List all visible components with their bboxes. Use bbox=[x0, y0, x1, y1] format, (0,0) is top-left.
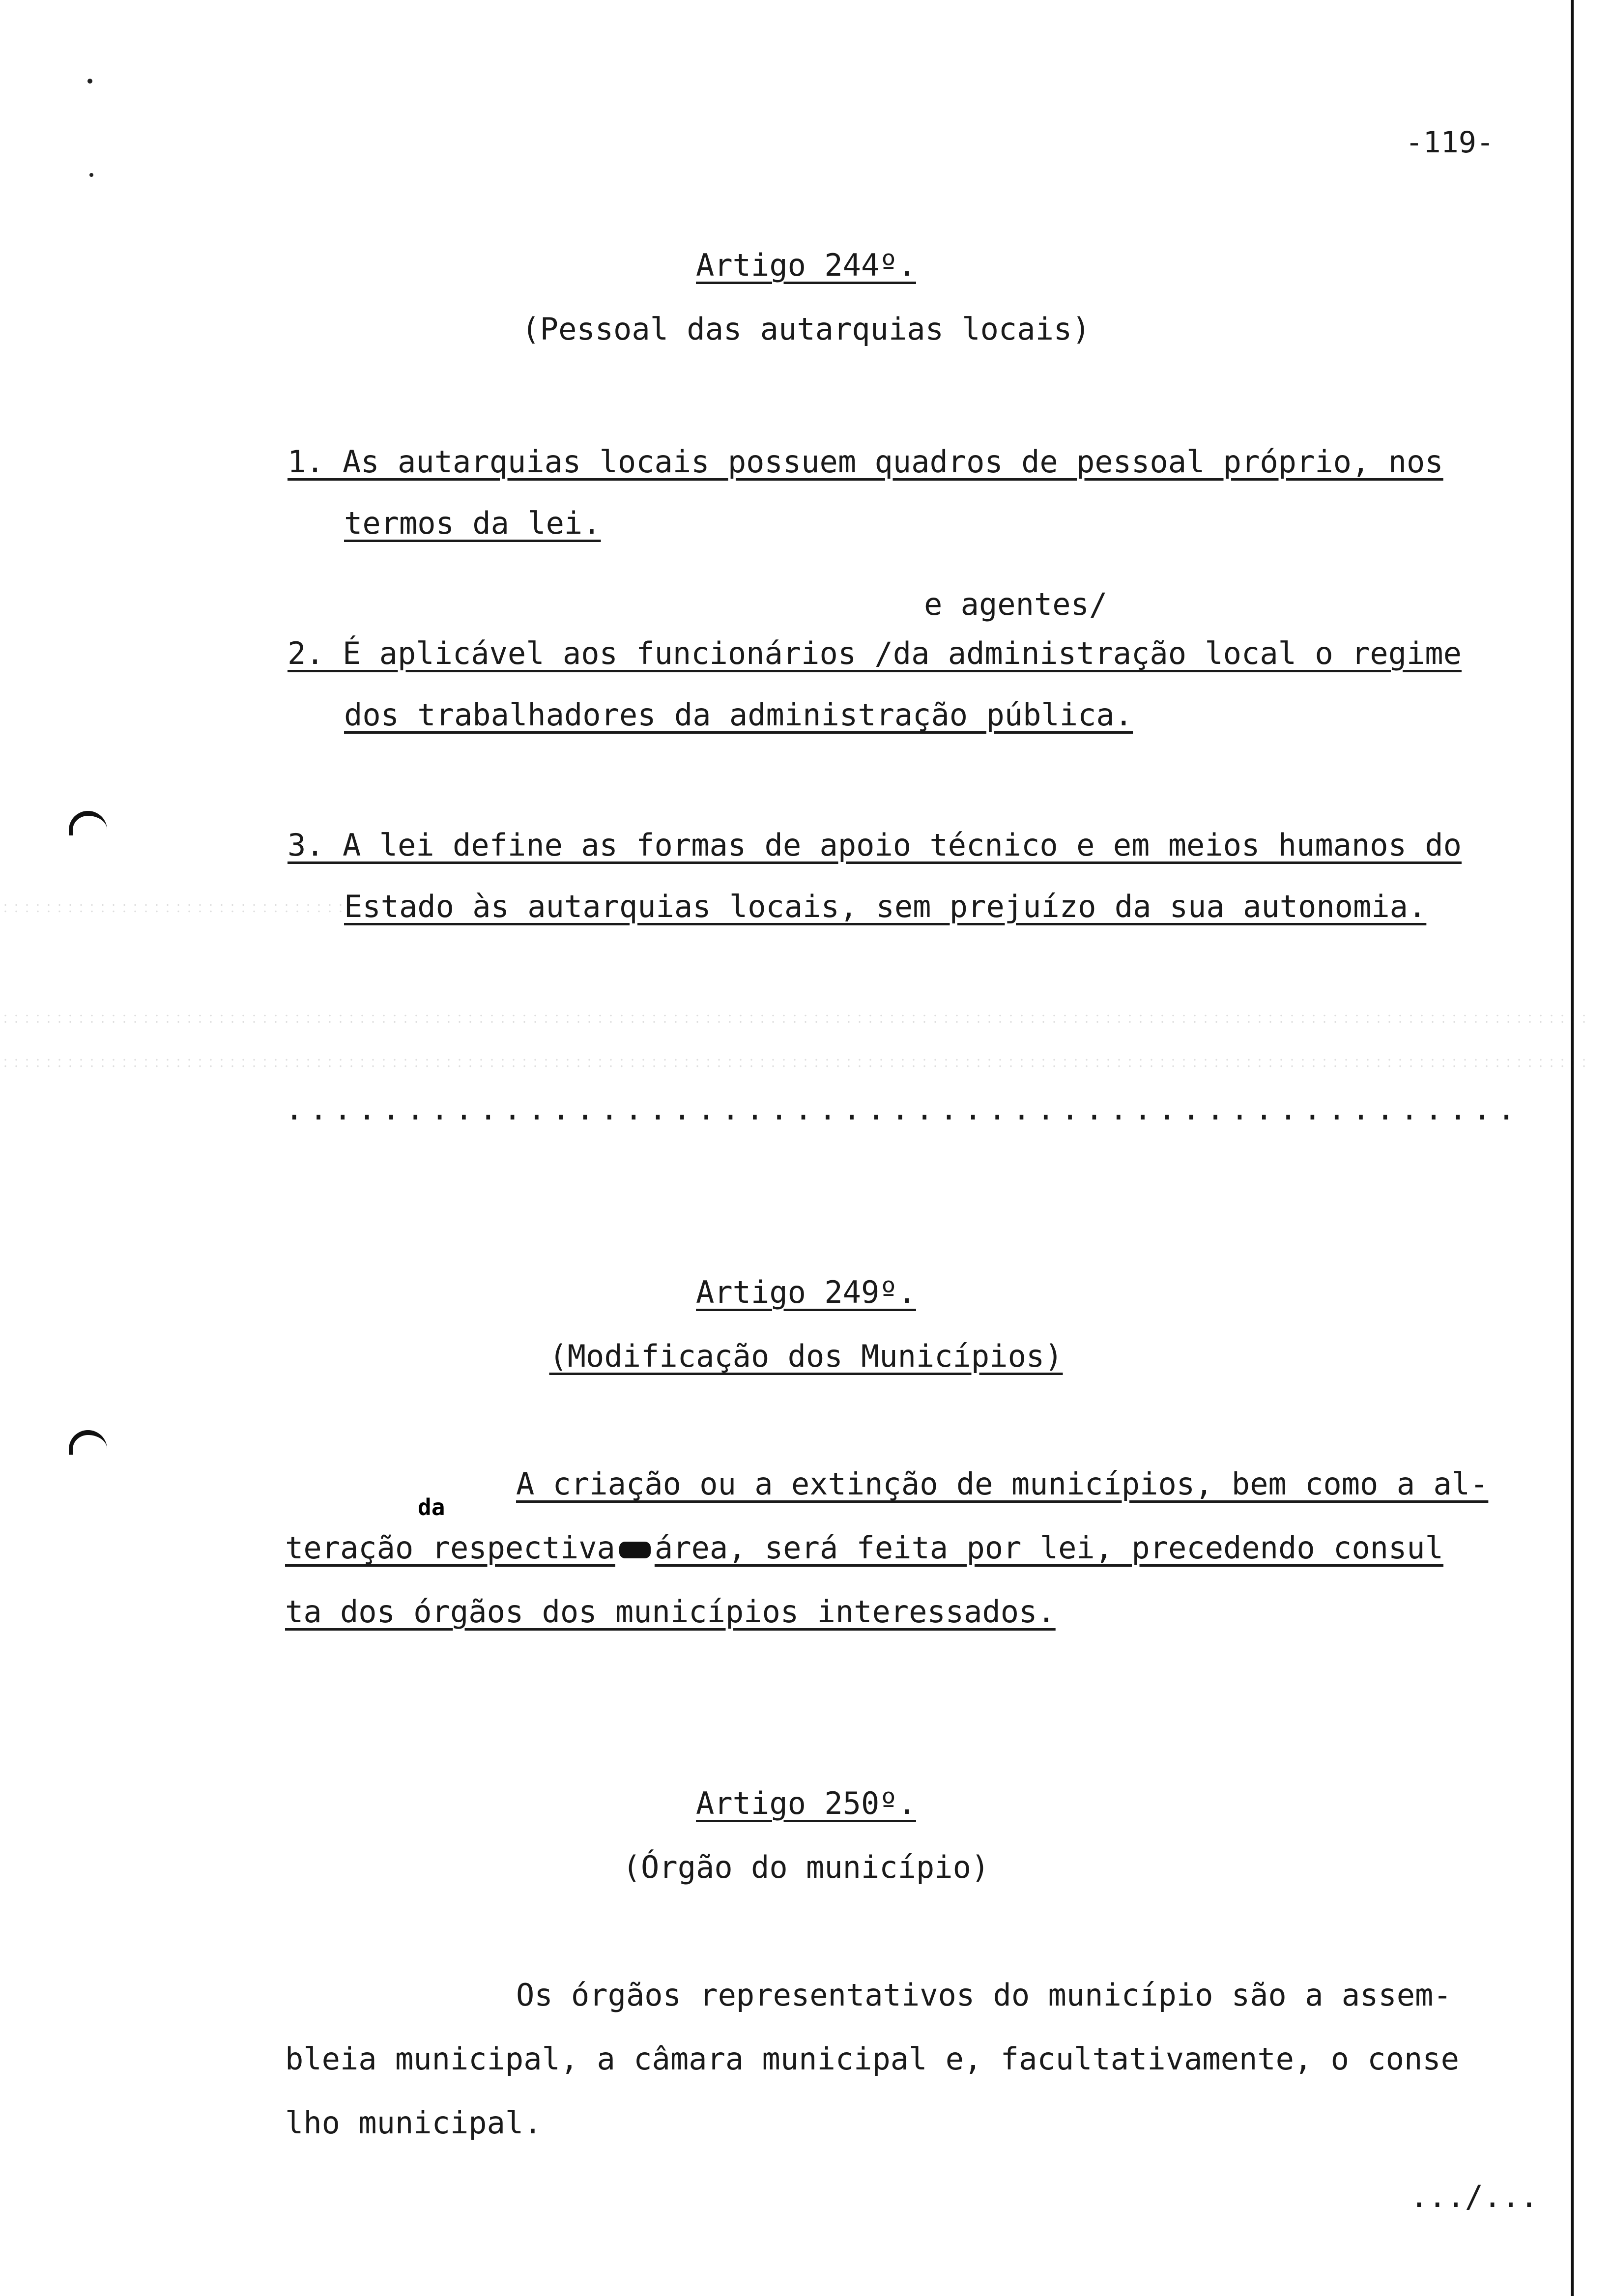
article-244-item1-line2 bbox=[344, 504, 601, 543]
margin-bracket-mark bbox=[69, 1430, 107, 1455]
article-249-para-line1 bbox=[516, 1464, 1488, 1504]
article-249-para-text-b: área, será feita por lei, precedendo consul bbox=[654, 1530, 1443, 1566]
article-249-title: Artigo 249º. bbox=[696, 1274, 916, 1310]
article-244-item1-text-cont: termos da lei. bbox=[344, 505, 601, 541]
article-249-subtitle: (Modificação dos Municípios) bbox=[549, 1338, 1063, 1374]
article-250-subtitle: (Órgão do município) bbox=[622, 1849, 990, 1885]
separator-dots: ................................................... bbox=[285, 1091, 1522, 1127]
article-249-para-text-c: ta dos órgãos dos municípios interessados. bbox=[285, 1594, 1056, 1630]
article-249-subtitle-wrap bbox=[0, 1337, 1612, 1376]
article-244-title: Artigo 244º. bbox=[696, 247, 916, 283]
continuation-mark: .../... bbox=[1410, 2179, 1538, 2214]
article-244-item2-line2 bbox=[344, 695, 1133, 735]
article-244-item2-text: 2. É aplicável aos funcionários /da administração local o regime bbox=[288, 635, 1462, 671]
article-250-para-line3: lho municipal. bbox=[285, 2105, 542, 2141]
margin-bracket-mark bbox=[69, 811, 107, 835]
scan-noise bbox=[0, 1057, 1587, 1069]
article-250-title-wrap bbox=[0, 1784, 1612, 1823]
article-249-para-text: A criação ou a extinção de municípios, bem como a al- bbox=[516, 1466, 1489, 1502]
article-244-item2-text-cont: dos trabalhadores da administração pública. bbox=[344, 697, 1133, 733]
article-244-item3-text-cont: Estado às autarquias locais, sem prejuízo da sua autonomia. bbox=[344, 889, 1427, 924]
article-244-item3-text: 3. A lei define as formas de apoio técnico e em meios humanos do bbox=[288, 827, 1462, 863]
article-244-item2-insertion: e agentes/ bbox=[924, 586, 1108, 622]
insertion-mark-da: da bbox=[418, 1494, 445, 1521]
scan-noise bbox=[0, 1012, 1587, 1025]
speck bbox=[87, 79, 92, 84]
scan-noise bbox=[0, 902, 344, 915]
article-249-title-wrap bbox=[0, 1273, 1612, 1312]
article-244-item2-line1 bbox=[288, 634, 1462, 673]
article-249-para-line3 bbox=[285, 1592, 1056, 1632]
article-244-item3-line2 bbox=[344, 887, 1426, 926]
article-244-item1-line1 bbox=[288, 442, 1443, 482]
article-249-para-line2 bbox=[285, 1528, 1443, 1568]
article-244-item3-line1 bbox=[288, 826, 1462, 865]
article-244-item1-text: 1. As autarquias locais possuem quadros de pessoal próprio, nos bbox=[288, 444, 1443, 480]
page-number: -119- bbox=[1405, 125, 1494, 160]
article-250-para-line2: bleia municipal, a câmara municipal e, facultativamente, o conse bbox=[285, 2041, 1459, 2077]
article-244-subtitle: (Pessoal das autarquias locais) bbox=[521, 311, 1091, 347]
article-244-title-wrap bbox=[0, 246, 1612, 285]
article-250-title: Artigo 250º. bbox=[696, 1785, 916, 1821]
speck bbox=[89, 173, 93, 177]
article-250-para-line1: Os órgãos representativos do município são a assem- bbox=[516, 1977, 1452, 2013]
article-249-para-text-a: teração respectiva bbox=[285, 1530, 615, 1566]
ink-blot bbox=[619, 1542, 651, 1558]
